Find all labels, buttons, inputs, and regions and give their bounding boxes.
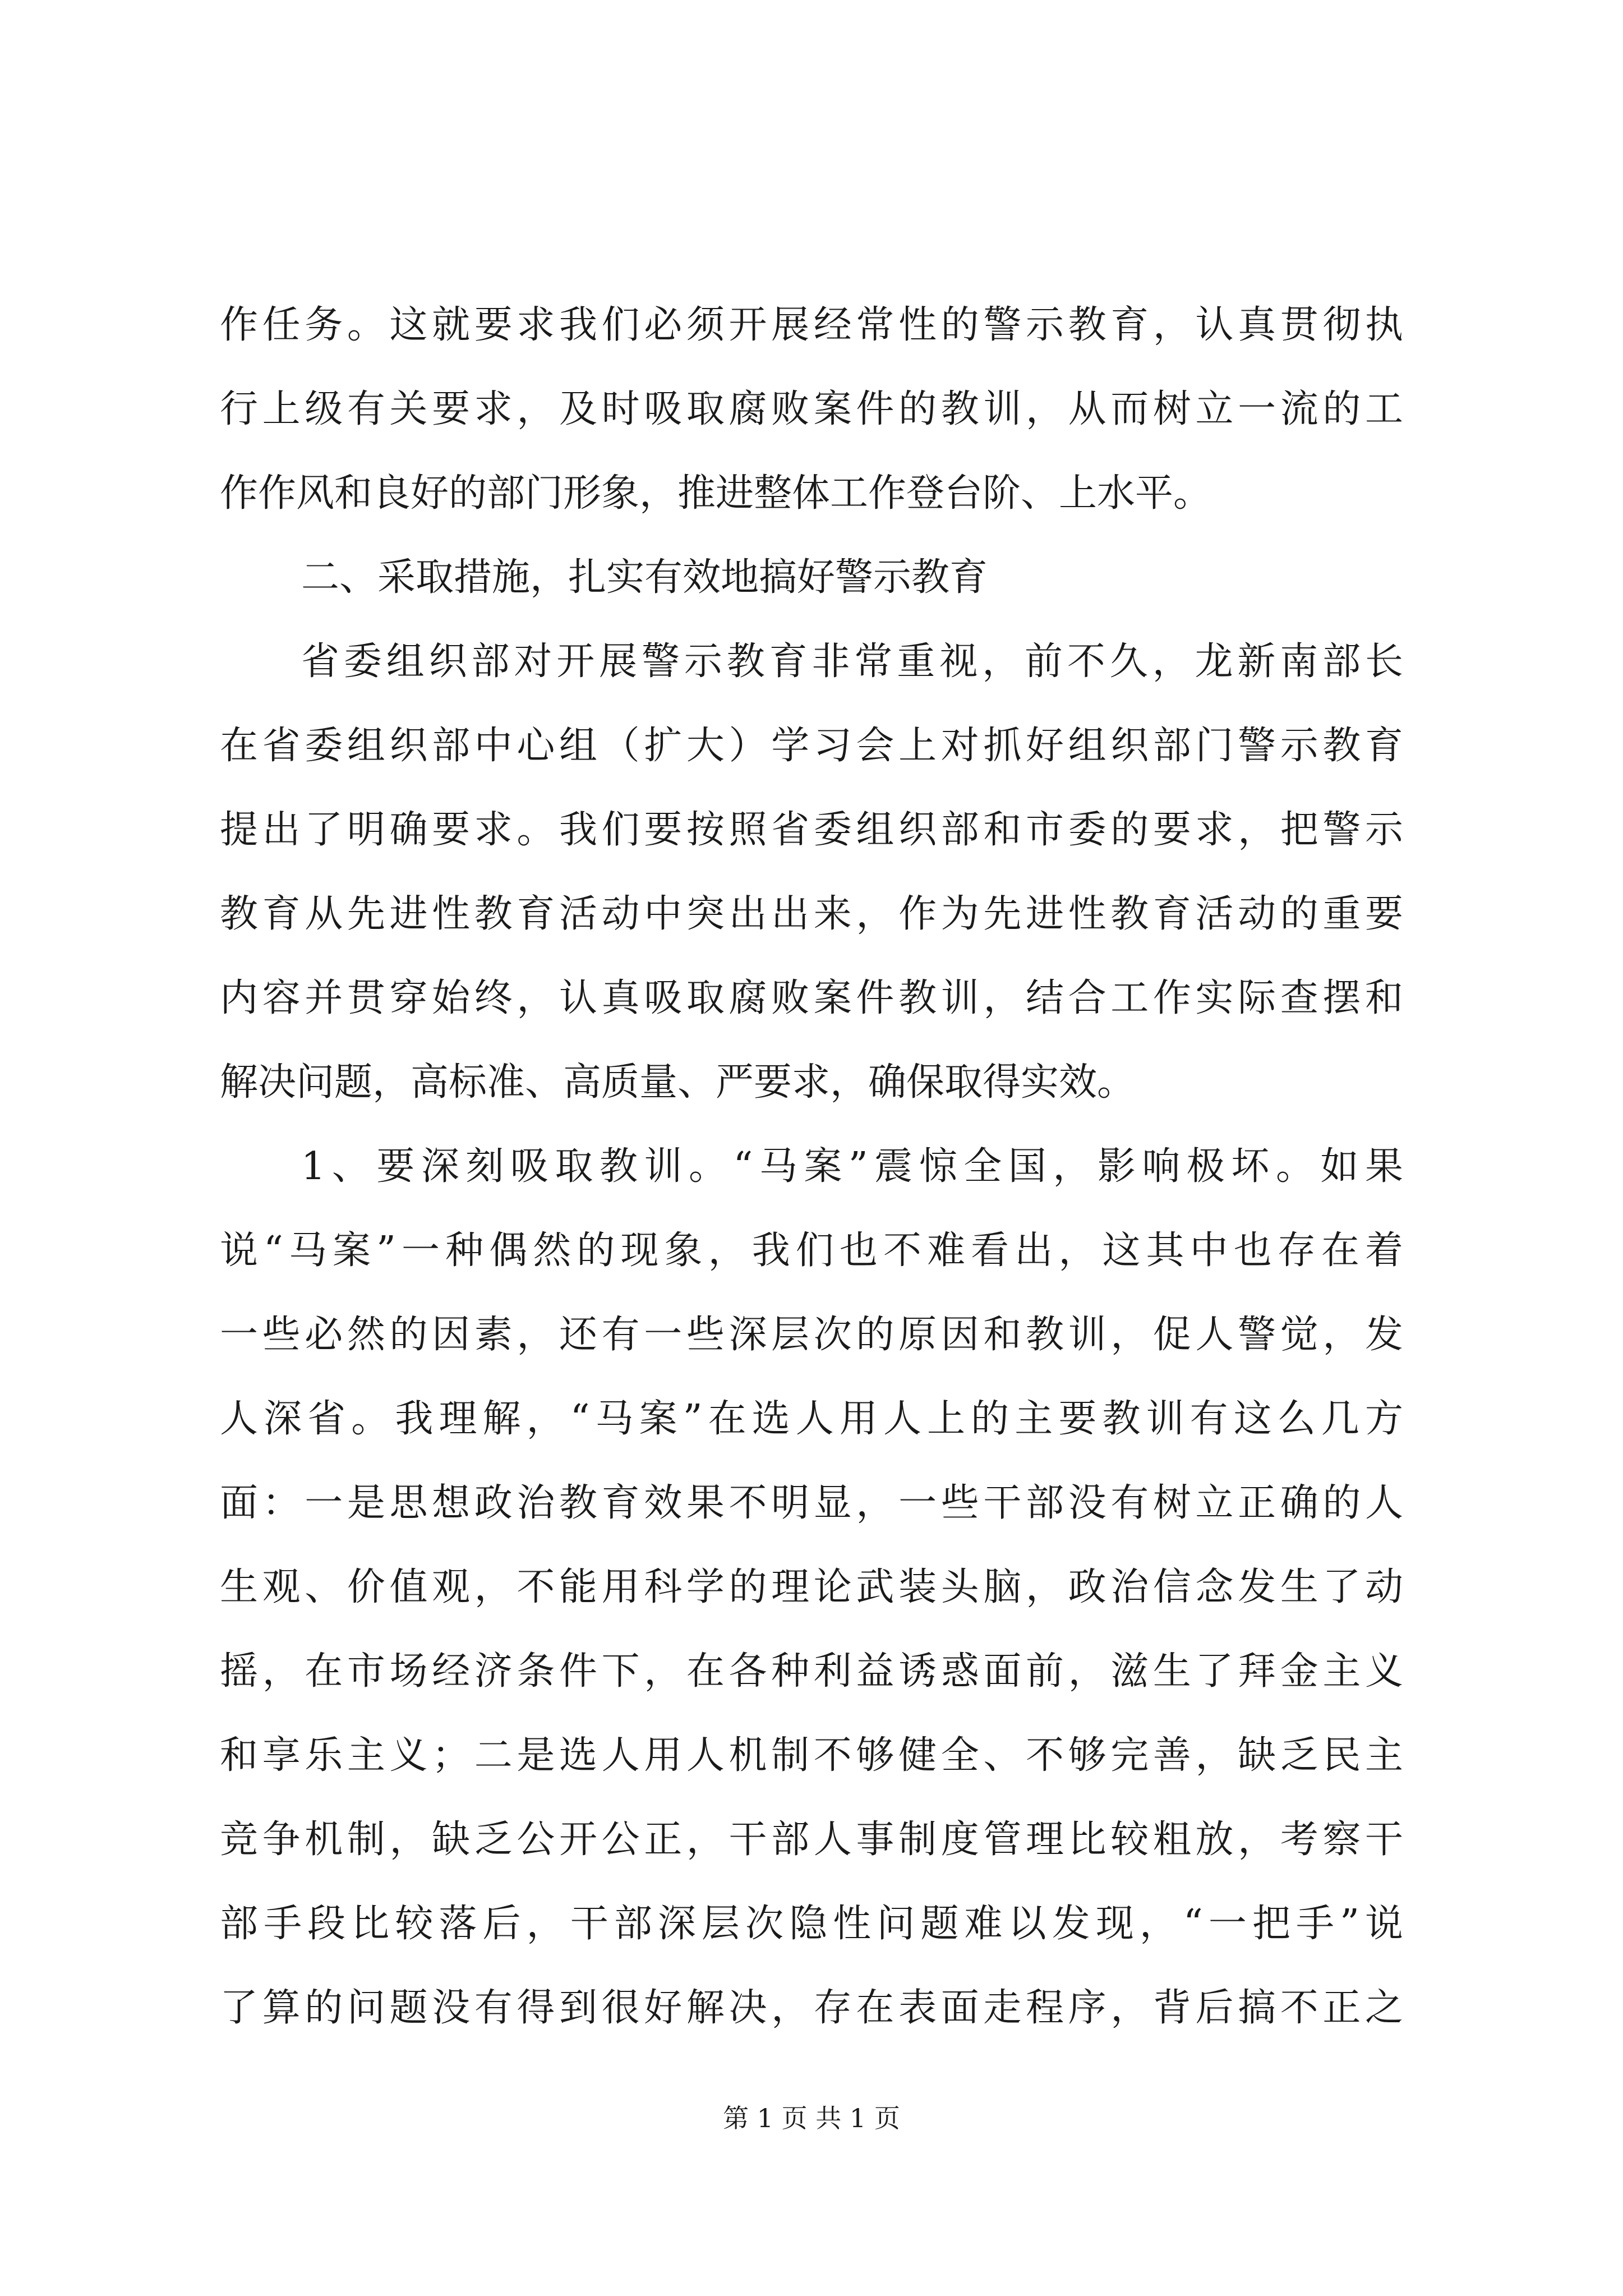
text-line: 了算的问题没有得到很好解决，存在表面走程序，背后搞不正之 [220,1986,1403,2030]
text-line: 内容并贯穿始终，认真吸取腐败案件教训，结合工作实际查摆和 [220,976,1403,1020]
text-line: 竞争机制，缺乏公开公正，干部人事制度管理比较粗放，考察干 [220,1818,1403,1862]
text-line: 在省委组织部中心组（扩大）学习会上对抓好组织部门警示教育 [220,724,1403,768]
text-line: 省委组织部对开展警示教育非常重视，前不久，龙新南部长 [301,639,1403,684]
text-line: 摇，在市场经济条件下，在各种利益诱惑面前，滋生了拜金主义 [220,1649,1403,1694]
text-line: 部手段比较落后，干部深层次隐性问题难以发现，“一把手”说 [220,1902,1403,1946]
text-line: 作任务。这就要求我们必须开展经常性的警示教育，认真贯彻执 [220,303,1403,347]
text-line: 1、要深刻吸取教训。“马案”震惊全国，影响极坏。如果 [301,1144,1403,1189]
text-line: 教育从先进性教育活动中突出出来，作为先进性教育活动的重要 [220,892,1403,936]
text-line: 行上级有关要求，及时吸取腐败案件的教训，从而树立一流的工 [220,387,1403,431]
text-line: 生观、价值观，不能用科学的理论武装头脑，政治信念发生了动 [220,1565,1403,1609]
text-line: 一些必然的因素，还有一些深层次的原因和教训，促人警觉，发 [220,1313,1403,1357]
text-line: 说“马案”一种偶然的现象，我们也不难看出，这其中也存在着 [220,1228,1403,1273]
page-footer: 第 1 页 共 1 页 [723,2103,900,2133]
text-line: 面：一是思想政治教育效果不明显，一些干部没有树立正确的人 [220,1481,1403,1525]
text-line: 提出了明确要求。我们要按照省委组织部和市委的要求，把警示 [220,808,1403,852]
text-line: 作作风和良好的部门形象，推进整体工作登台阶、上水平。 [220,471,1212,516]
text-line: 人深省。我理解，“马案”在选人用人上的主要教训有这么几方 [220,1397,1403,1441]
text-line: 解决问题，高标准、高质量、严要求，确保取得实效。 [220,1060,1136,1105]
text-line: 和享乐主义；二是选人用人机制不够健全、不够完善，缺乏民主 [220,1733,1403,1778]
section-heading: 二、采取措施，扎实有效地搞好警示教育 [301,555,988,600]
